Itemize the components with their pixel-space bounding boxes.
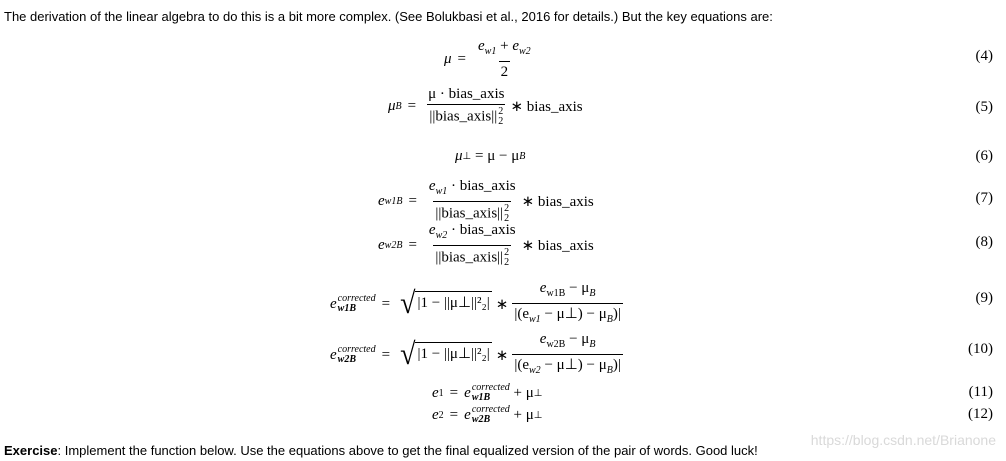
equation-4: μ = $\frac{e_{w1} + e_{w2}}{2}$ [444, 38, 531, 80]
equation-number: (4) [975, 48, 993, 64]
exercise-text [4, 443, 758, 459]
equation-9: e corrected w1B = √ |1 − ||μ⊥||²₂| ∗ $\frac{e_{w1B} - \mu_B}{|(e_{w1} - \mu\perp) - \mu_B)|}$ [330, 280, 627, 328]
fraction: $\frac{e_{w2B} - \mu_B}{|(e_{w2} - \mu\perp) - \mu_B)|}$ [512, 331, 623, 379]
fraction: $e_{w2}$ · bias_axis ||bias_axis|| 2 2 [428, 222, 516, 268]
equation-12: e 2 = e corrected w2B + μ ⊥ [432, 404, 543, 425]
square-root: √ |1 − ||μ⊥||²₂| [400, 337, 490, 372]
equation-number: (5) [975, 99, 993, 115]
equation-6: μ ⊥ = μ − μ B [455, 148, 526, 164]
exercise-label: Exercise [4, 443, 58, 458]
equation-number: (6) [975, 148, 993, 164]
fraction: $\frac{e_{w1} + e_{w2}}{2}$ [478, 38, 531, 80]
equation-number: (7) [975, 190, 993, 206]
equation-number: (9) [975, 290, 993, 306]
fraction: μ · bias_axis ||bias_axis|| 2 2 [428, 86, 505, 127]
square-root: √ |1 − ||μ⊥||²₂| [400, 286, 490, 321]
equation-8: e w2B = $e_{w2}$ · bias_axis ||bias_axis|| 2 2 ∗ bias_axis [378, 222, 594, 268]
fraction: $e_{w1}$ · bias_axis ||bias_axis|| 2 2 [428, 178, 516, 224]
intro-text: The derivation of the linear algebra to do this is a bit more complex. (See Bolukbasi et al., 2016 for details.) But the key equations are: [4, 9, 773, 24]
exercise-body: : Implement the function below. Use the equations above to get the final equalized version of the pair of words. Good luck! [57, 443, 758, 458]
equation-7: e w1B = $e_{w1}$ · bias_axis ||bias_axis|| 2 2 ∗ bias_axis [378, 178, 594, 224]
equation-5: μ B = μ · bias_axis ||bias_axis|| 2 2 ∗ bias_axis [388, 86, 583, 127]
watermark: https://blog.csdn.net/Brianone [810, 432, 996, 448]
equation-number: (12) [968, 406, 993, 422]
equation-number: (10) [968, 341, 993, 357]
equation-11: e 1 = e corrected w1B + μ ⊥ [432, 382, 543, 403]
equation-10: e corrected w2B = √ |1 − ||μ⊥||²₂| ∗ $\frac{e_{w2B} - \mu_B}{|(e_{w2} - \mu\perp) - \mu_B)|}$ [330, 331, 627, 379]
equation-number: (11) [968, 384, 993, 400]
equation-number: (8) [975, 234, 993, 250]
fraction: $\frac{e_{w1B} - \mu_B}{|(e_{w1} - \mu\perp) - \mu_B)|}$ [512, 280, 623, 328]
